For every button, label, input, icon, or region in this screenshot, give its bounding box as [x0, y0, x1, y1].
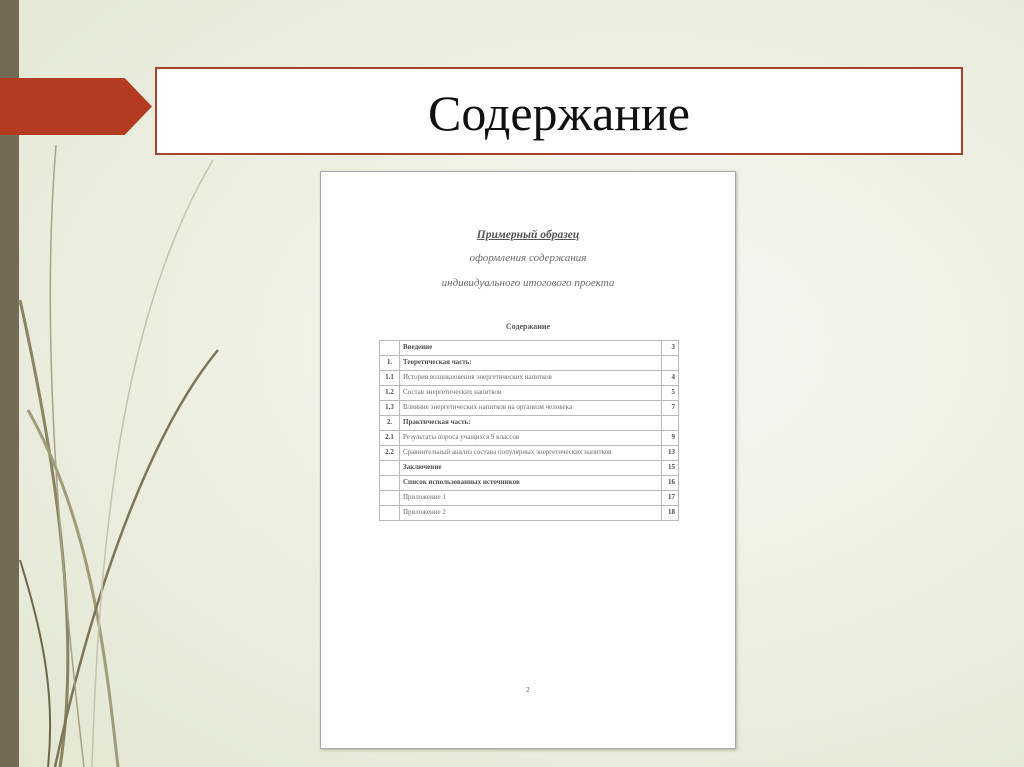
- toc-row: [380, 341, 679, 356]
- toc-row: [380, 371, 679, 386]
- toc-row-page: 18: [662, 506, 679, 521]
- toc-row-number: 2.1: [380, 431, 400, 446]
- document-page-image: [320, 171, 736, 749]
- toc-row: [380, 476, 679, 491]
- toc-row-text: Результаты опроса учащихся 9 классов: [400, 431, 662, 446]
- accent-arrow-tab: [0, 78, 152, 135]
- toc-row-text: Состав энергетических напитков: [400, 386, 662, 401]
- toc-row: [380, 416, 679, 431]
- document-subtitle-line2: индивидуального итогового проекта: [441, 277, 615, 289]
- toc-row-number: 1.2: [380, 386, 400, 401]
- toc-row-text: Сравнительный анализ состава популярных энергетических напитков: [400, 446, 662, 461]
- toc-row-text: Список использованных источников: [400, 476, 662, 491]
- toc-heading: Содержание: [505, 322, 551, 331]
- toc-row: [380, 401, 679, 416]
- toc-row-page: [662, 356, 679, 371]
- toc-row-number: 1.1: [380, 371, 400, 386]
- toc-row-text: Приложение 1: [400, 491, 662, 506]
- toc-row-page: 17: [662, 491, 679, 506]
- slide-title: Содержание: [428, 85, 690, 141]
- toc-row: [380, 386, 679, 401]
- document-subtitle-line1: оформления содержания: [469, 252, 587, 264]
- toc-row-text: Введение: [400, 341, 662, 356]
- toc-row-page: 15: [662, 461, 679, 476]
- toc-row-page: 3: [662, 341, 679, 356]
- toc-row-text: История возникновения энергетических напитков: [400, 371, 662, 386]
- toc-row-number: [380, 491, 400, 506]
- toc-row: [380, 446, 679, 461]
- toc-row-text: Заключение: [400, 461, 662, 476]
- toc-row-text: Влияние энергетических напитков на организм человека: [400, 401, 662, 416]
- toc-row-page: 9: [662, 431, 679, 446]
- toc-row-number: 1.: [380, 356, 400, 371]
- toc-row-number: 2.: [380, 416, 400, 431]
- toc-row-page: 7: [662, 401, 679, 416]
- toc-row-page: 5: [662, 386, 679, 401]
- toc-row-number: 1.3: [380, 401, 400, 416]
- document-page-number: 2: [526, 686, 530, 694]
- toc-row-page: 13: [662, 446, 679, 461]
- toc-row-number: [380, 506, 400, 521]
- toc-row: [380, 491, 679, 506]
- toc-row-page: [662, 416, 679, 431]
- toc-row-text: Приложение 2: [400, 506, 662, 521]
- toc-row: [380, 506, 679, 521]
- toc-row-number: [380, 461, 400, 476]
- document-title: Примерный образец: [476, 229, 580, 241]
- toc-table: [379, 340, 679, 521]
- toc-row-number: 2.2: [380, 446, 400, 461]
- toc-row-page: 4: [662, 371, 679, 386]
- toc-row: [380, 356, 679, 371]
- toc-row-number: [380, 341, 400, 356]
- slide-title-box: [155, 67, 963, 155]
- toc-row: [380, 461, 679, 476]
- toc-row-text: Теоретическая часть:: [400, 356, 662, 371]
- toc-row-page: 16: [662, 476, 679, 491]
- toc-row-text: Практическая часть:: [400, 416, 662, 431]
- toc-row: [380, 431, 679, 446]
- toc-row-number: [380, 476, 400, 491]
